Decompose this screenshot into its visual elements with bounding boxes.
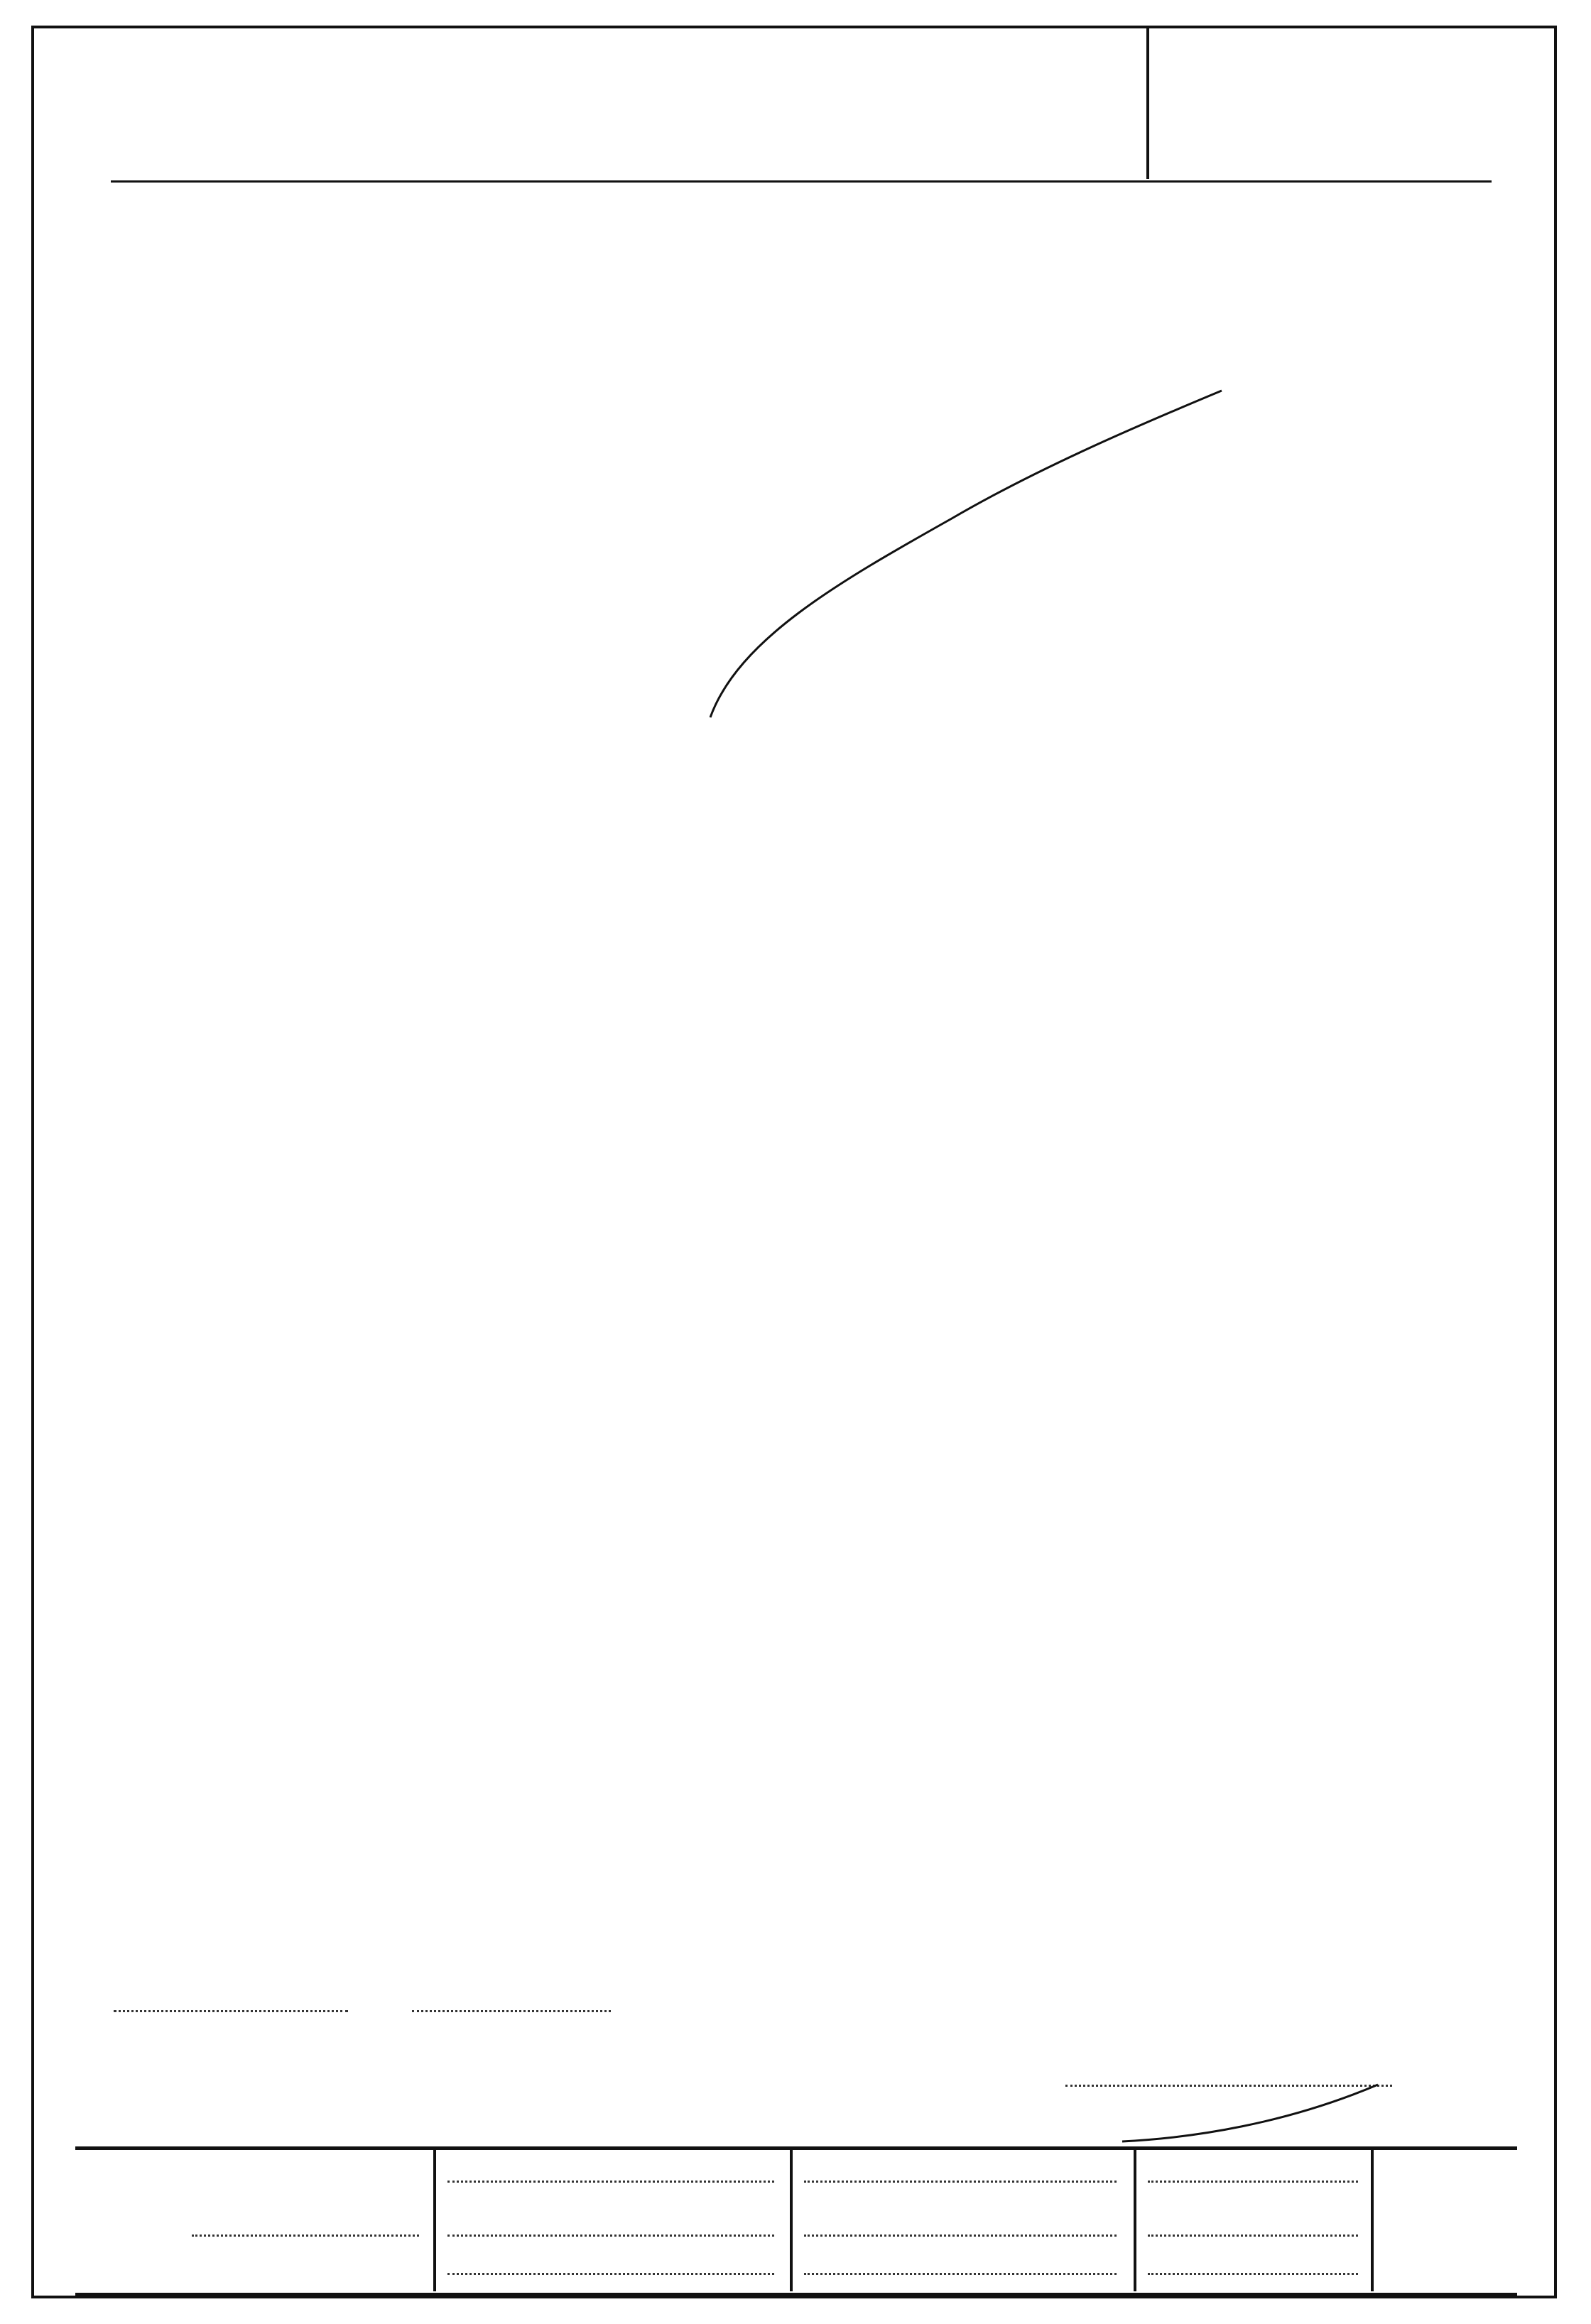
page-frame xyxy=(31,26,1557,2298)
header-rule xyxy=(111,180,1492,183)
signature-flourish xyxy=(1108,2081,1392,2152)
cancel-stroke xyxy=(696,384,1236,724)
header-divider xyxy=(1146,28,1149,179)
